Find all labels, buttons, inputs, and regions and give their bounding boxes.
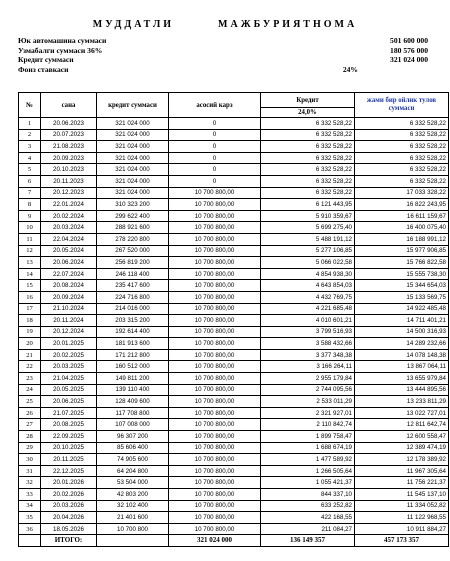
interest-payment: 2 110 842,74 (261, 419, 355, 431)
row-number: 31 (19, 465, 41, 477)
table-row (19, 512, 449, 524)
interest-payment: 6 332 528,22 (261, 129, 355, 141)
credit-balance: 42 803 200 (97, 489, 169, 501)
row-number: 26 (19, 407, 41, 419)
row-number: 19 (19, 326, 41, 338)
principal-payment: 10 700 800,00 (169, 477, 261, 489)
credit-balance: 32 102 400 (97, 500, 169, 512)
table-row (19, 129, 449, 141)
table-row (19, 175, 449, 187)
row-number: 28 (19, 431, 41, 443)
monthly-payment: 16 188 991,12 (355, 233, 449, 245)
monthly-payment: 14 500 316,93 (355, 326, 449, 338)
principal-payment: 10 700 800,00 (169, 489, 261, 501)
interest-payment: 5 488 191,12 (261, 233, 355, 245)
credit-balance: 321 024 000 (97, 175, 169, 187)
credit-balance: 321 024 000 (97, 164, 169, 176)
credit-balance: 21 401 600 (97, 512, 169, 524)
monthly-payment: 13 233 811,29 (355, 396, 449, 408)
principal-payment: 10 700 800,00 (169, 407, 261, 419)
payment-date: 20.02.2026 (41, 489, 97, 501)
table-row (19, 349, 449, 361)
payment-date: 21.04.2025 (41, 373, 97, 385)
payment-date: 22.07.2024 (41, 268, 97, 280)
payment-date: 20.03.2025 (41, 361, 97, 373)
row-number: 35 (19, 512, 41, 524)
table-row (19, 141, 449, 153)
principal-payment: 0 (169, 164, 261, 176)
row-number: 34 (19, 500, 41, 512)
principal-payment: 0 (169, 129, 261, 141)
payment-date: 18.05.2026 (41, 523, 97, 535)
monthly-payment: 6 332 528,22 (355, 118, 449, 130)
monthly-payment: 12 389 474,19 (355, 442, 449, 454)
payment-date: 20.11.2024 (41, 315, 97, 327)
summary-value: 180 576 000 (390, 45, 428, 55)
row-number: 27 (19, 419, 41, 431)
totals-credit: 136 149 357 (261, 535, 355, 547)
interest-payment: 2 321 927,01 (261, 407, 355, 419)
monthly-payment: 15 766 822,58 (355, 257, 449, 269)
principal-payment: 10 700 800,00 (169, 442, 261, 454)
credit-balance: 321 024 000 (97, 118, 169, 130)
payment-date: 20.05.2024 (41, 245, 97, 257)
principal-payment: 10 700 800,00 (169, 303, 261, 315)
payment-date: 20.12.2023 (41, 187, 97, 199)
interest-payment: 1 899 758,47 (261, 431, 355, 443)
row-number: 3 (19, 141, 41, 153)
row-number: 2 (19, 129, 41, 141)
monthly-payment: 11 967 305,64 (355, 465, 449, 477)
document-title: МУДДАТЛИ МАЖБУРИЯТНОМА (92, 19, 358, 30)
row-number: 17 (19, 303, 41, 315)
monthly-payment: 16 400 075,40 (355, 222, 449, 234)
principal-payment: 10 700 800,00 (169, 512, 261, 524)
monthly-payment: 14 711 401,21 (355, 315, 449, 327)
monthly-payment: 12 178 389,92 (355, 454, 449, 466)
credit-balance: 321 024 000 (97, 141, 169, 153)
table-body (19, 118, 449, 535)
table-row (19, 431, 449, 443)
payment-date: 22.12.2025 (41, 465, 97, 477)
row-number: 11 (19, 233, 41, 245)
monthly-payment: 14 078 148,38 (355, 349, 449, 361)
interest-payment: 3 166 264,11 (261, 361, 355, 373)
interest-payment: 2 955 179,84 (261, 373, 355, 385)
row-number: 18 (19, 315, 41, 327)
credit-balance: 235 417 600 (97, 280, 169, 292)
table-row (19, 396, 449, 408)
row-number: 24 (19, 384, 41, 396)
payment-date: 20.03.2024 (41, 222, 97, 234)
table-row (19, 315, 449, 327)
table-row (19, 210, 449, 222)
interest-payment: 6 332 528,22 (261, 187, 355, 199)
header-principal: асосий карз (169, 93, 261, 118)
payment-date: 20.04.2026 (41, 512, 97, 524)
credit-balance: 321 024 000 (97, 129, 169, 141)
credit-balance: 214 016 000 (97, 303, 169, 315)
credit-balance: 192 614 400 (97, 326, 169, 338)
payment-date: 21.08.2023 (41, 141, 97, 153)
row-number: 32 (19, 477, 41, 489)
payment-date: 20.12.2024 (41, 326, 97, 338)
table-row (19, 245, 449, 257)
interest-payment: 5 277 106,85 (261, 245, 355, 257)
principal-payment: 10 700 800,00 (169, 199, 261, 211)
principal-payment: 0 (169, 118, 261, 130)
credit-balance: 96 307 200 (97, 431, 169, 443)
monthly-payment: 15 977 906,85 (355, 245, 449, 257)
credit-balance: 149 811 200 (97, 373, 169, 385)
principal-payment: 10 700 800,00 (169, 500, 261, 512)
row-number: 14 (19, 268, 41, 280)
summary-value: 501 600 000 (390, 36, 428, 45)
credit-balance: 85 606 400 (97, 442, 169, 454)
interest-payment: 2 744 095,56 (261, 384, 355, 396)
principal-payment: 10 700 800,00 (169, 245, 261, 257)
interest-payment: 1 477 589,92 (261, 454, 355, 466)
summary-row-rate (18, 65, 428, 75)
credit-balance: 224 716 800 (97, 291, 169, 303)
interest-payment: 422 168,55 (261, 512, 355, 524)
payment-date: 20.02.2025 (41, 349, 97, 361)
interest-payment: 633 252,82 (261, 500, 355, 512)
header-credit-sum: кредит суммаси (97, 93, 169, 118)
table-row (19, 465, 449, 477)
table-row (19, 280, 449, 292)
summary-label: Узмабалги суммаси 36% (18, 45, 103, 55)
monthly-payment: 6 332 528,22 (355, 164, 449, 176)
payment-date: 22.04.2024 (41, 233, 97, 245)
interest-payment: 5 910 359,67 (261, 210, 355, 222)
credit-balance: 288 921 600 (97, 222, 169, 234)
payment-date: 20.07.2023 (41, 129, 97, 141)
table-row (19, 222, 449, 234)
monthly-payment: 14 289 232,66 (355, 338, 449, 350)
payment-date: 21.07.2025 (41, 407, 97, 419)
monthly-payment: 6 332 528,22 (355, 141, 449, 153)
principal-payment: 10 700 800,00 (169, 291, 261, 303)
table-row (19, 257, 449, 269)
row-number: 6 (19, 175, 41, 187)
table-header-row (19, 93, 449, 108)
payment-date: 20.06.2024 (41, 257, 97, 269)
payment-date: 20.08.2024 (41, 280, 97, 292)
row-number: 25 (19, 396, 41, 408)
table-row (19, 384, 449, 396)
principal-payment: 10 700 800,00 (169, 373, 261, 385)
principal-payment: 10 700 800,00 (169, 210, 261, 222)
payment-date: 20.03.2026 (41, 500, 97, 512)
credit-balance: 299 622 400 (97, 210, 169, 222)
credit-balance: 278 220 800 (97, 233, 169, 245)
credit-balance: 117 708 800 (97, 407, 169, 419)
row-number: 20 (19, 338, 41, 350)
monthly-payment: 13 022 727,01 (355, 407, 449, 419)
row-number: 10 (19, 222, 41, 234)
monthly-payment: 14 922 485,48 (355, 303, 449, 315)
table-row (19, 291, 449, 303)
monthly-payment: 12 600 558,47 (355, 431, 449, 443)
credit-balance: 321 024 000 (97, 152, 169, 164)
payment-date: 22.09.2025 (41, 431, 97, 443)
monthly-payment: 11 122 968,55 (355, 512, 449, 524)
principal-payment: 10 700 800,00 (169, 326, 261, 338)
table-row (19, 187, 449, 199)
principal-payment: 10 700 800,00 (169, 222, 261, 234)
principal-payment: 10 700 800,00 (169, 454, 261, 466)
row-number: 33 (19, 489, 41, 501)
totals-principal: 321 024 000 (169, 535, 261, 547)
payment-date: 20.09.2023 (41, 152, 97, 164)
principal-payment: 10 700 800,00 (169, 431, 261, 443)
payment-date: 20.06.2025 (41, 396, 97, 408)
table-row (19, 338, 449, 350)
summary-label: Кредит суммаси (18, 55, 74, 64)
payment-date: 20.05.2025 (41, 384, 97, 396)
principal-payment: 10 700 800,00 (169, 396, 261, 408)
credit-balance: 160 512 000 (97, 361, 169, 373)
loan-summary (18, 36, 428, 74)
principal-payment: 10 700 800,00 (169, 349, 261, 361)
interest-payment: 6 121 443,95 (261, 199, 355, 211)
payment-schedule-table (18, 92, 449, 547)
row-number: 36 (19, 523, 41, 535)
table-row (19, 373, 449, 385)
principal-payment: 10 700 800,00 (169, 523, 261, 535)
principal-payment: 0 (169, 152, 261, 164)
table-row (19, 164, 449, 176)
principal-payment: 10 700 800,00 (169, 268, 261, 280)
row-number: 23 (19, 373, 41, 385)
interest-payment: 4 010 601,21 (261, 315, 355, 327)
monthly-payment: 17 033 328,22 (355, 187, 449, 199)
monthly-payment: 11 545 137,10 (355, 489, 449, 501)
interest-payment: 3 377 348,38 (261, 349, 355, 361)
credit-balance: 139 110 400 (97, 384, 169, 396)
interest-payment: 1 055 421,37 (261, 477, 355, 489)
table-row (19, 199, 449, 211)
interest-payment: 6 332 528,22 (261, 152, 355, 164)
table-row (19, 477, 449, 489)
monthly-payment: 13 867 064,11 (355, 361, 449, 373)
totals-row (19, 535, 449, 547)
table-row (19, 118, 449, 130)
interest-payment: 844 337,10 (261, 489, 355, 501)
principal-payment: 0 (169, 175, 261, 187)
monthly-payment: 10 911 884,27 (355, 523, 449, 535)
interest-payment: 1 688 674,19 (261, 442, 355, 454)
row-number: 12 (19, 245, 41, 257)
interest-payment: 6 332 528,22 (261, 164, 355, 176)
interest-payment: 4 432 769,75 (261, 291, 355, 303)
principal-payment: 10 700 800,00 (169, 187, 261, 199)
monthly-payment: 6 332 528,22 (355, 175, 449, 187)
interest-payment: 6 332 528,22 (261, 118, 355, 130)
interest-payment: 1 266 505,64 (261, 465, 355, 477)
monthly-payment: 16 822 243,95 (355, 199, 449, 211)
row-number: 4 (19, 152, 41, 164)
principal-payment: 10 700 800,00 (169, 361, 261, 373)
header-date: сана (41, 93, 97, 118)
totals-monthly: 457 173 357 (355, 535, 449, 547)
row-number: 29 (19, 442, 41, 454)
table-row (19, 500, 449, 512)
monthly-payment: 13 444 895,56 (355, 384, 449, 396)
table-row (19, 303, 449, 315)
credit-balance: 107 008 000 (97, 419, 169, 431)
credit-balance: 10 700 800 (97, 523, 169, 535)
credit-balance: 171 212 800 (97, 349, 169, 361)
totals-empty-cell (97, 535, 169, 547)
payment-date: 20.09.2024 (41, 291, 97, 303)
principal-payment: 10 700 800,00 (169, 338, 261, 350)
credit-balance: 203 315 200 (97, 315, 169, 327)
monthly-payment: 15 133 569,75 (355, 291, 449, 303)
payment-date: 20.11.2025 (41, 454, 97, 466)
interest-payment: 3 799 516,93 (261, 326, 355, 338)
table-row (19, 442, 449, 454)
payment-date: 21.10.2024 (41, 303, 97, 315)
summary-row-credit (18, 55, 428, 65)
monthly-payment: 13 655 979,84 (355, 373, 449, 385)
table-row (19, 233, 449, 245)
monthly-payment: 12 811 642,74 (355, 419, 449, 431)
credit-balance: 128 409 600 (97, 396, 169, 408)
interest-payment: 5 066 022,58 (261, 257, 355, 269)
header-credit: Кредит (261, 93, 355, 108)
summary-row-vehicle (18, 36, 428, 46)
payment-date: 20.01.2025 (41, 338, 97, 350)
monthly-payment: 6 332 528,22 (355, 129, 449, 141)
interest-payment: 6 332 528,22 (261, 141, 355, 153)
credit-balance: 310 323 200 (97, 199, 169, 211)
payment-date: 20.01.2026 (41, 477, 97, 489)
row-number: 5 (19, 164, 41, 176)
interest-payment: 3 588 432,66 (261, 338, 355, 350)
credit-balance: 267 520 000 (97, 245, 169, 257)
table-row (19, 361, 449, 373)
principal-payment: 0 (169, 141, 261, 153)
payment-date: 20.11.2023 (41, 175, 97, 187)
row-number: 1 (19, 118, 41, 130)
payment-date: 20.08.2025 (41, 419, 97, 431)
summary-label: Фоиз ставкаси (18, 64, 69, 74)
monthly-payment: 15 344 654,03 (355, 280, 449, 292)
row-number: 16 (19, 291, 41, 303)
interest-payment: 4 854 938,30 (261, 268, 355, 280)
monthly-payment: 15 555 738,30 (355, 268, 449, 280)
interest-payment: 5 699 275,40 (261, 222, 355, 234)
principal-payment: 10 700 800,00 (169, 315, 261, 327)
payment-date: 20.10.2023 (41, 164, 97, 176)
monthly-payment: 6 332 528,22 (355, 152, 449, 164)
credit-balance: 246 118 400 (97, 268, 169, 280)
table-row (19, 326, 449, 338)
principal-payment: 10 700 800,00 (169, 233, 261, 245)
row-number: 7 (19, 187, 41, 199)
row-number: 22 (19, 361, 41, 373)
payment-date: 20.02.2024 (41, 210, 97, 222)
principal-payment: 10 700 800,00 (169, 257, 261, 269)
row-number: 9 (19, 210, 41, 222)
monthly-payment: 11 334 052,82 (355, 500, 449, 512)
row-number: 13 (19, 257, 41, 269)
principal-payment: 10 700 800,00 (169, 419, 261, 431)
summary-label: Юк автомашина суммаси (18, 36, 107, 45)
monthly-payment: 11 756 221,37 (355, 477, 449, 489)
credit-balance: 64 204 800 (97, 465, 169, 477)
row-number: 21 (19, 349, 41, 361)
principal-payment: 10 700 800,00 (169, 384, 261, 396)
payment-date: 22.01.2024 (41, 199, 97, 211)
header-credit-rate: 24,0% (261, 108, 355, 118)
credit-balance: 181 913 600 (97, 338, 169, 350)
summary-value: 321 024 000 (390, 55, 428, 64)
table-row (19, 489, 449, 501)
principal-payment: 10 700 800,00 (169, 465, 261, 477)
credit-balance: 256 819 200 (97, 257, 169, 269)
credit-balance: 53 504 000 (97, 477, 169, 489)
interest-payment: 4 643 854,03 (261, 280, 355, 292)
table-row (19, 454, 449, 466)
principal-payment: 10 700 800,00 (169, 280, 261, 292)
table-row (19, 523, 449, 535)
totals-empty-cell (19, 535, 41, 547)
interest-payment: 4 221 685,48 (261, 303, 355, 315)
interest-payment: 6 332 528,22 (261, 175, 355, 187)
table-row (19, 268, 449, 280)
credit-balance: 74 905 600 (97, 454, 169, 466)
credit-balance: 321 024 000 (97, 187, 169, 199)
payment-date: 20.06.2023 (41, 118, 97, 130)
row-number: 30 (19, 454, 41, 466)
table-row (19, 407, 449, 419)
monthly-payment: 16 611 159,67 (355, 210, 449, 222)
table-row (19, 152, 449, 164)
header-num: № (19, 93, 41, 118)
interest-payment: 211 084,27 (261, 523, 355, 535)
summary-row-downpayment (18, 46, 428, 56)
totals-label: ИТОГО: (41, 535, 97, 547)
summary-value: 24% (342, 64, 358, 74)
row-number: 8 (19, 199, 41, 211)
table-row (19, 419, 449, 431)
row-number: 15 (19, 280, 41, 292)
interest-payment: 2 533 011,29 (261, 396, 355, 408)
header-monthly-payment: жами бир ойлик тулов суммаси (355, 93, 449, 118)
payment-date: 20.10.2025 (41, 442, 97, 454)
